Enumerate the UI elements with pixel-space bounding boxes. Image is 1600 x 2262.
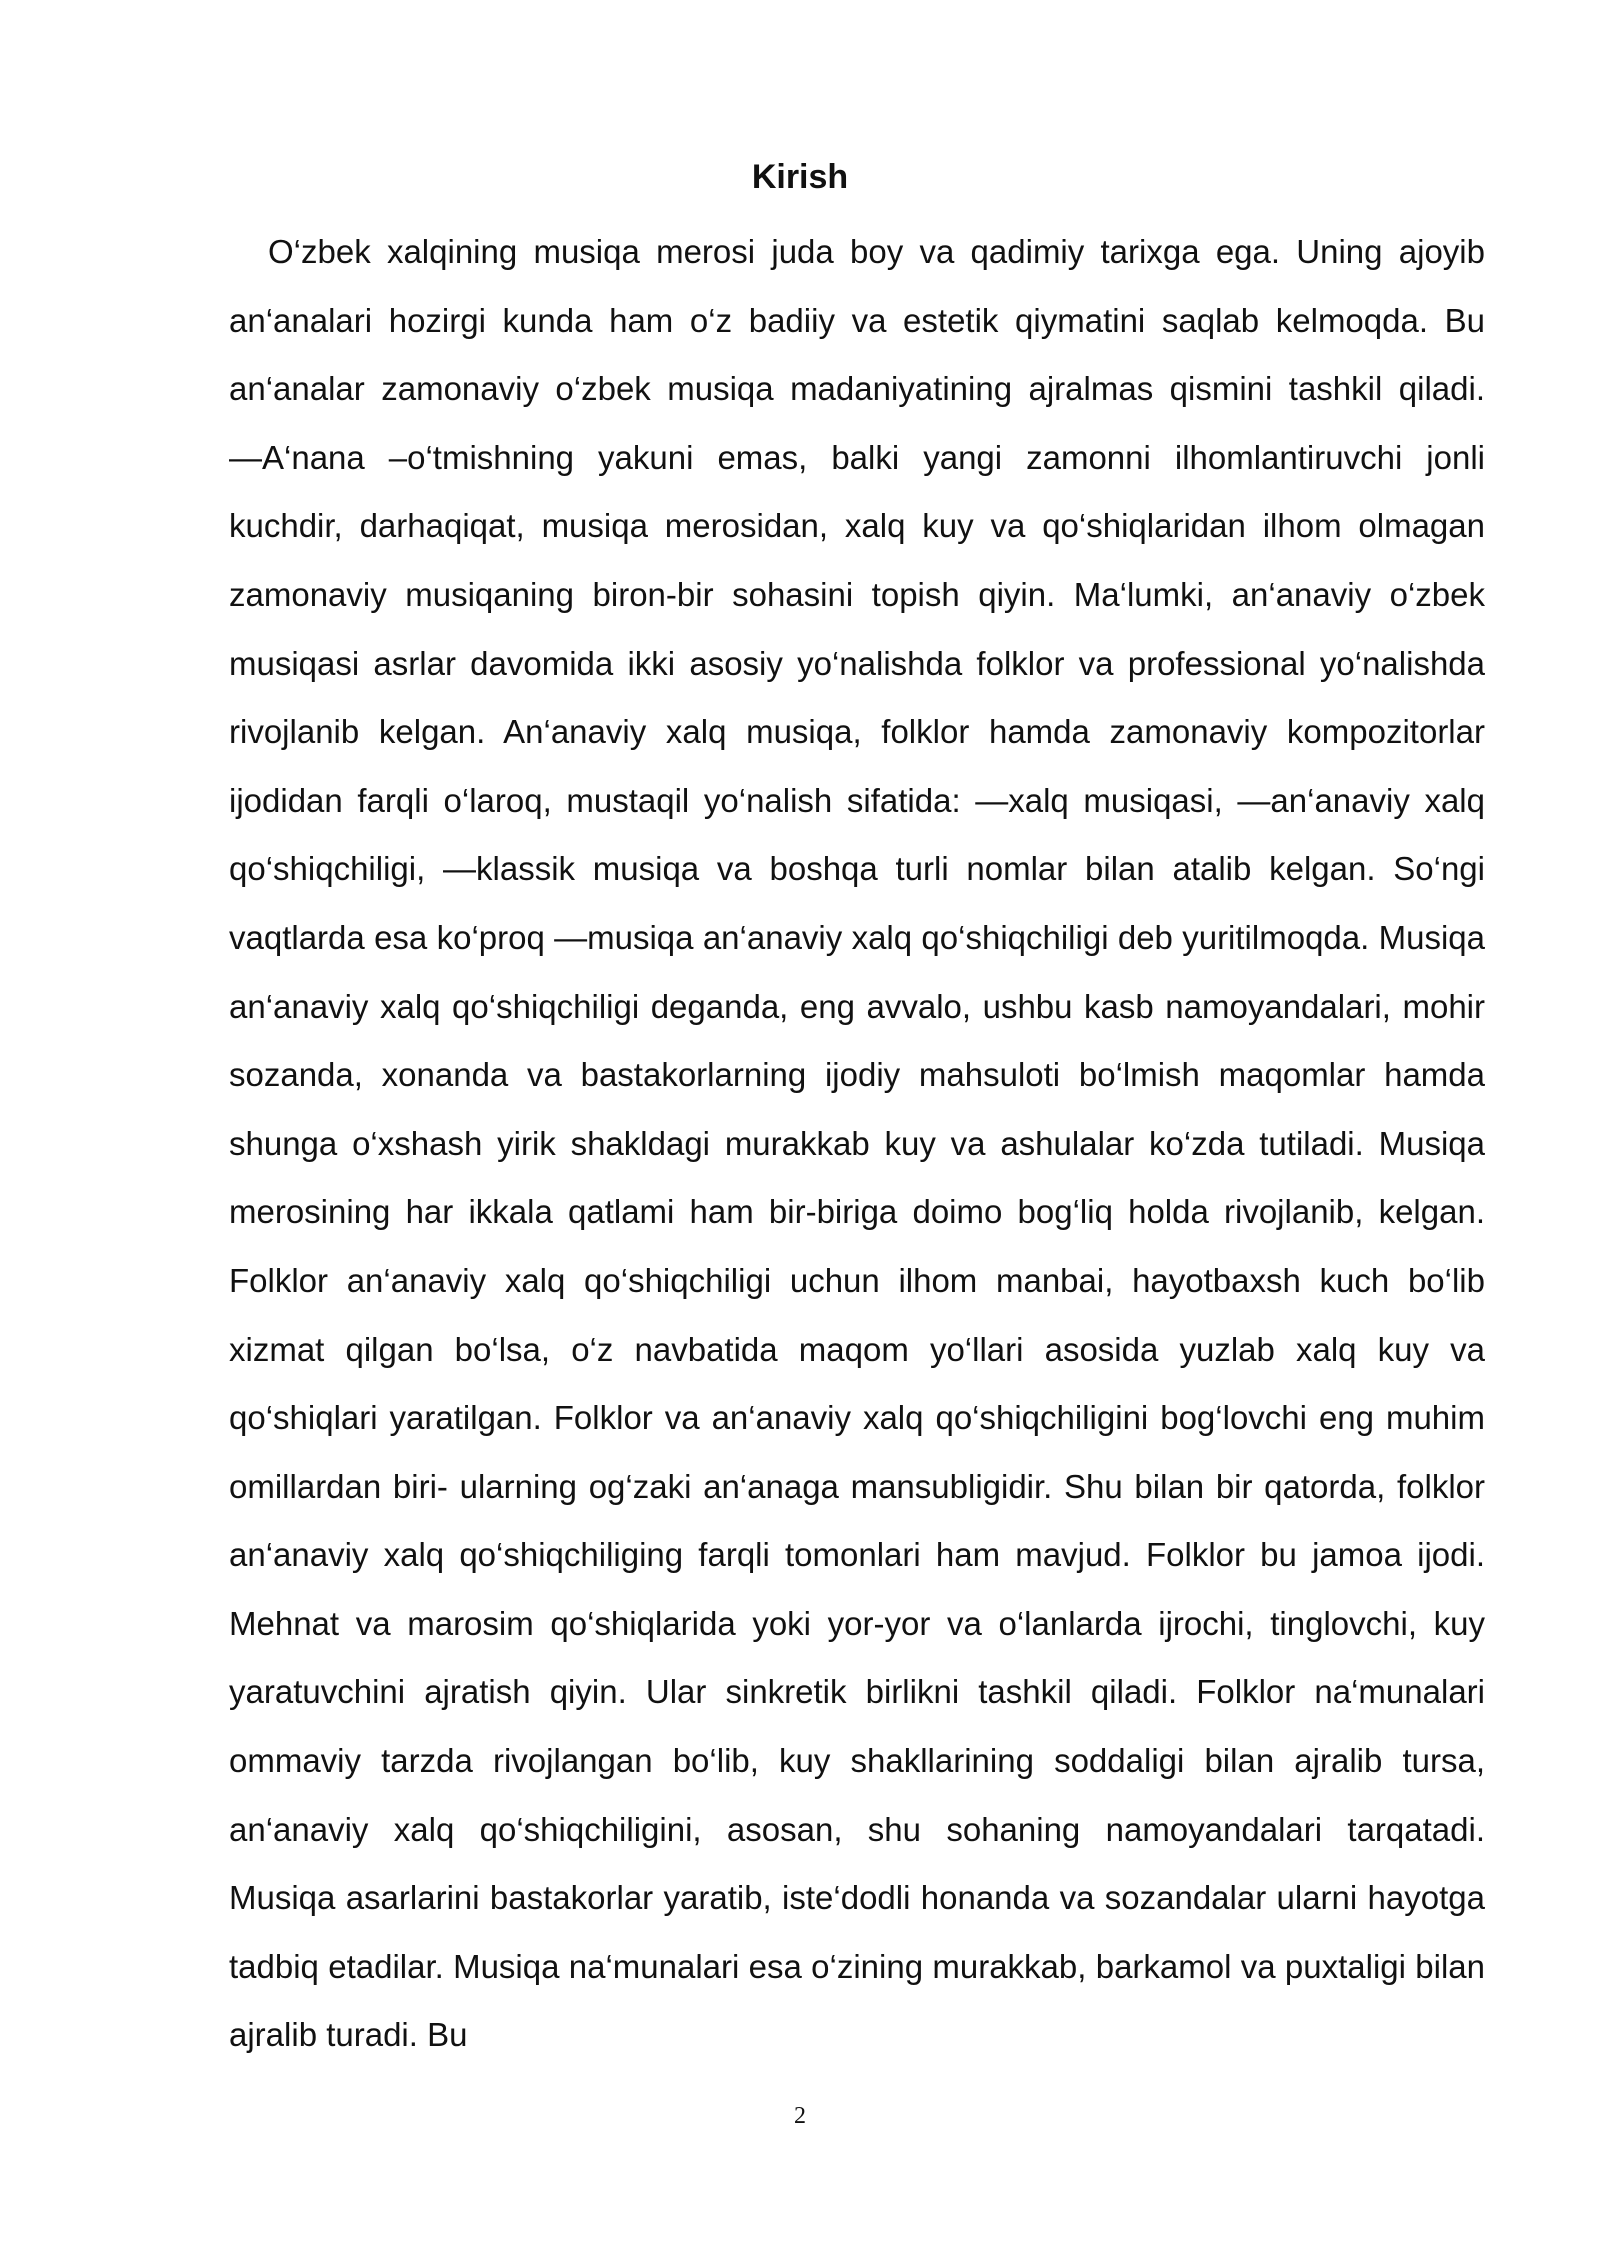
page-number: 2 bbox=[794, 2103, 806, 2129]
body-paragraph: O‘zbek xalqining musiqa merosi juda boy va qadimiy tarixga ega. Uning ajoyib an‘analari hozirgi kunda ham o‘z badiiy va estetik qiymatini saqlab kelmoqda. Bu an‘analar zamonaviy o‘zbek musiqa madaniyatining ajralmas qismini tashkil qiladi. ―A‘nana –o‘tmishning yakuni emas, balki yangi zamonni ilhomlantiruvchi jonli kuchdir, darhaqiqat, musiqa merosidan, xalq kuy va qo‘shiqlaridan ilhom olmagan zamonaviy musiqaning biron-bir sohasini topish qiyin. Ma‘lumki, an‘anaviy o‘zbek musiqasi asrlar davomida ikki asosiy yo‘nalishda folklor va professional yo‘nalishda rivojlanib kelgan. An‘anaviy xalq musiqa, folklor hamda zamonaviy kompozitorlar ijodidan farqli o‘laroq, mustaqil yo‘nalish sifatida: ―xalq musiqasi, ―an‘anaviy xalq qo‘shiqchiligi, ―klassik musiqa va boshqa turli nomlar bilan atalib kelgan. So‘ngi vaqtlarda esa ko‘proq ―musiqa an‘anaviy xalq qo‘shiqchiligi deb yuritilmoqda. Musiqa an‘anaviy xalq qo‘shiqchiligi deganda, eng avvalo, ushbu kasb namoyandalari, mohir sozanda, xonanda va bastakorlarning ijodiy mahsuloti bo‘lmish maqomlar hamda shunga o‘xshash yirik shakldagi murakkab kuy va ashulalar ko‘zda tutiladi. Musiqa merosining har ikkala qatlami ham bir-biriga doimo bog‘liq holda rivojlanib, kelgan. Folklor an‘anaviy xalq qo‘shiqchiligi uchun ilhom manbai, hayotbaxsh kuch bo‘lib xizmat qilgan bo‘lsa, o‘z navbatida maqom yo‘llari asosida yuzlab xalq kuy va qo‘shiqlari yaratilgan. Folklor va an‘anaviy xalq qo‘shiqchiligini bog‘lovchi eng muhim omillardan biri- ularning og‘zaki an‘anaga mansubligidir. Shu bilan bir qatorda, folklor an‘anaviy xalq qo‘shiqchiliging farqli tomonlari ham mavjud. Folklor bu jamoa ijodi. Mehnat va marosim qo‘shiqlarida yoki yor-yor va o‘lanlarda ijrochi, tinglovchi, kuy yaratuvchini ajratish qiyin. Ular sinkretik birlikni tashkil qiladi. Folklor na‘munalari ommaviy tarzda rivojlangan bo‘lib, kuy shakllarining soddaligi bilan ajralib tursa, an‘anaviy xalq qo‘shiqchiligini, asosan, shu sohaning namoyandalari tarqatadi. Musiqa asarlarini bastakorlar yaratib, iste‘dodli honanda va sozandalar ularni hayotga tadbiq etadilar. Musiqa na‘munalari esa o‘zining murakkab, barkamol va puxtaligi bilan ajralib turadi. Bu bbox=[229, 233, 1485, 2054]
page-title: Kirish bbox=[751, 158, 849, 196]
